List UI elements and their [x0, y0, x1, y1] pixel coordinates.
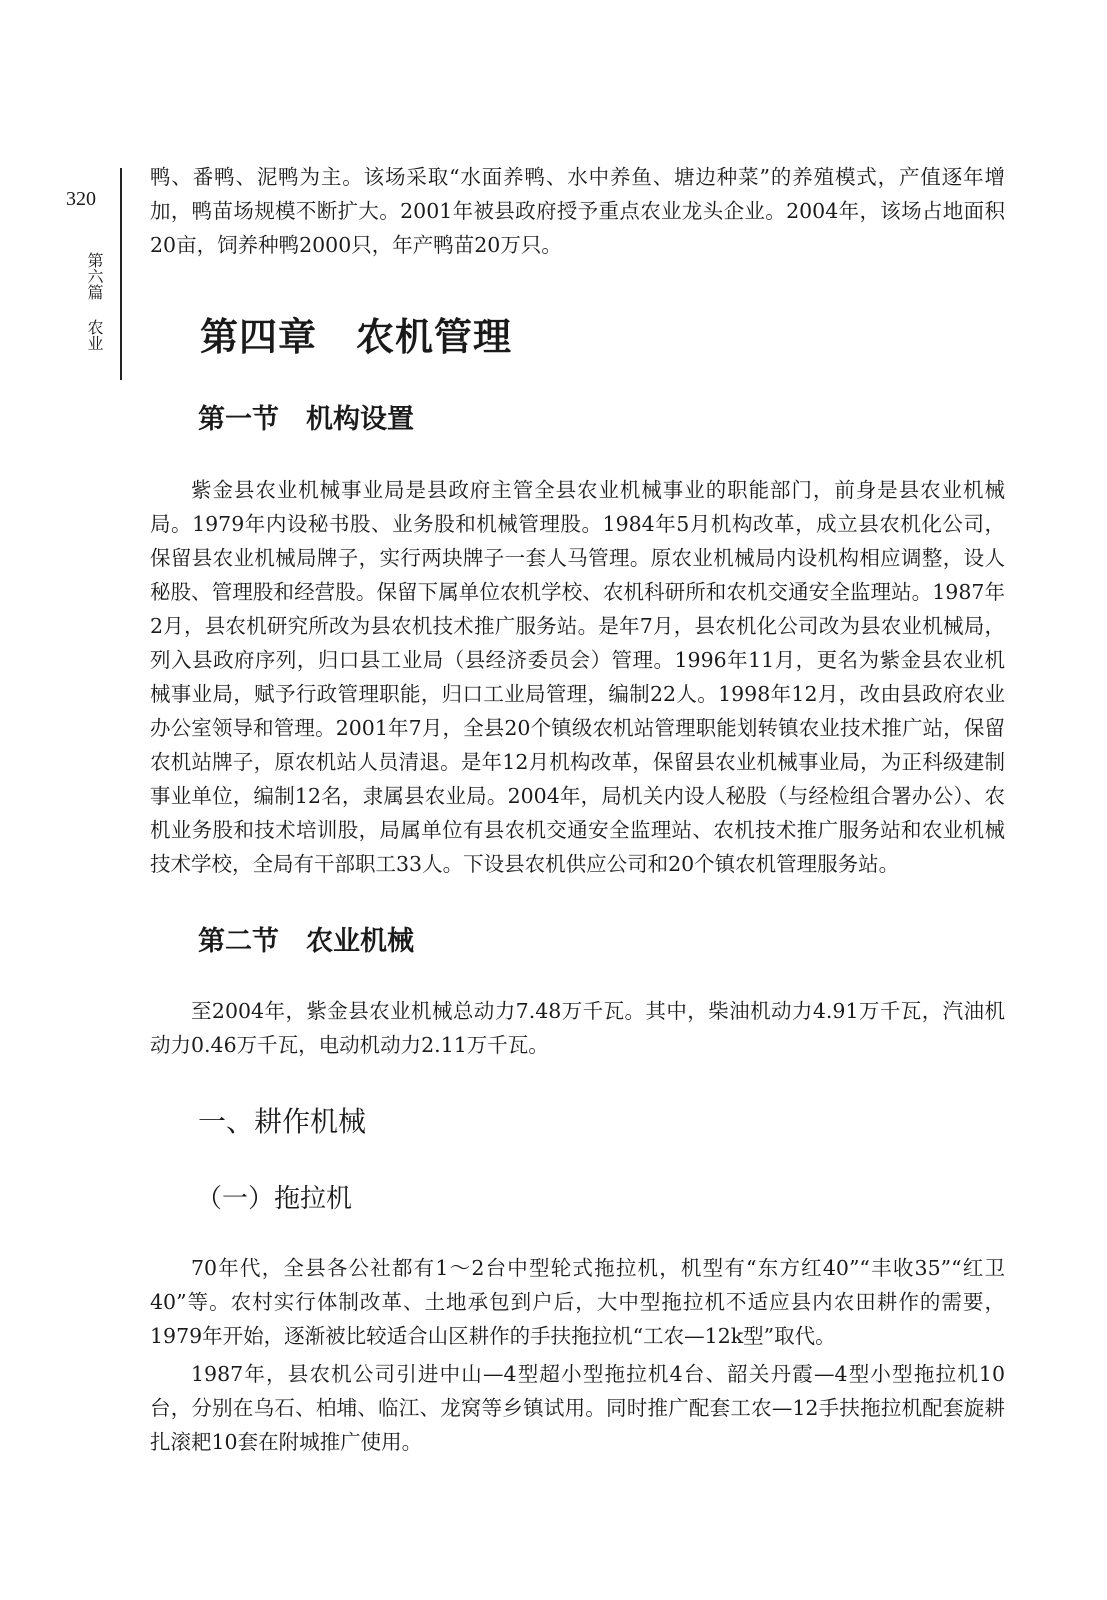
- tractor-paragraph-2: 1987年，县农机公司引进中山—4型超小型拖拉机4台、韶关丹霞—4型小型拖拉机10台，分别在乌石、柏埔、临江、龙窝等乡镇试用。同时推广配套工农—12手扶拖拉机配套旋耕扎滚耙10套在附城推广使用。: [150, 1362, 1005, 1454]
- subheading-tractors: （一）拖拉机: [196, 1184, 353, 1214]
- margin-rule: [120, 168, 122, 380]
- opening-paragraph: 鸭、番鸭、泥鸭为主。该场采取“水面养鸭、水中养鱼、塘边种菜”的养殖模式，产值逐年增加，鸭苗场规模不断扩大。2001年被县政府授予重点农业龙头企业。2004年，该场占地面积20亩，饲养种鸭2000只，年产鸭苗20万只。: [150, 165, 1005, 257]
- section-side-label: 第六篇 农业: [85, 252, 104, 351]
- section-1-paragraph: 紫金县农业机械事业局是县政府主管全县农业机械事业的职能部门，前身是县农业机械局。1979年内设秘书股、业务股和机械管理股。1984年5月机构改革，成立县农机化公司，保留县农业机械局牌子，实行两块牌子一套人马管理。原农业机械局内设机构相应调整，设人秘股、管理股和经营股。保留下属单位农机学校、农机科研所和农机交通安全监理站。1987年2月，县农机研究所改为县农机技术推广服务站。是年7月，县农机化公司改为县农业机械局，列入县政府序列，归口县工业局（县经济委员会）管理。1996年11月，更名为紫金县农业机械事业局，赋予行政管理职能，归口工业局管理，编制22人。1998年12月，改由县政府农业办公室领导和管理。2001年7月，全县20个镇级农机站管理职能划转镇农业技术推广站，保留农机站牌子，原农机站人员清退。是年12月机构改革，保留县农业机械事业局，为正科级建制事业单位，编制12名，隶属县农业局。2004年，局机关内设人秘股（与经检组合署办公）、农机业务股和技术培训股，局属单位有县农机交通安全监理站、农机技术推广服务站和农业机械技术学校，全局有干部职工33人。下设县农机供应公司和20个镇农机管理服务站。: [150, 478, 1005, 876]
- section-2-paragraph: 至2004年，紫金县农业机械总动力7.48万千瓦。其中，柴油机动力4.91万千瓦，汽油机动力0.46万千瓦，电动机动力2.11万千瓦。: [150, 999, 1005, 1057]
- page-content: [150, 160, 1005, 1459]
- tractor-paragraph-1: 70年代，全县各公社都有1～2台中型轮式拖拉机，机型有“东方红40”“丰收35”“红卫40”等。农村实行体制改革、土地承包到户后，大中型拖拉机不适应县内农田耕作的需要，1979年开始，逐渐被比较适合山区耕作的手扶拖拉机“工农—12k型”取代。: [150, 1256, 1005, 1348]
- chapter-title: 第四章 农机管理: [200, 314, 513, 359]
- section-2-title: 第二节 农业机械: [198, 926, 414, 957]
- section-1-title: 第一节 机构设置: [198, 404, 414, 435]
- subheading-tillage-machinery: 一、耕作机械: [198, 1105, 367, 1138]
- page-number: 320: [66, 188, 96, 210]
